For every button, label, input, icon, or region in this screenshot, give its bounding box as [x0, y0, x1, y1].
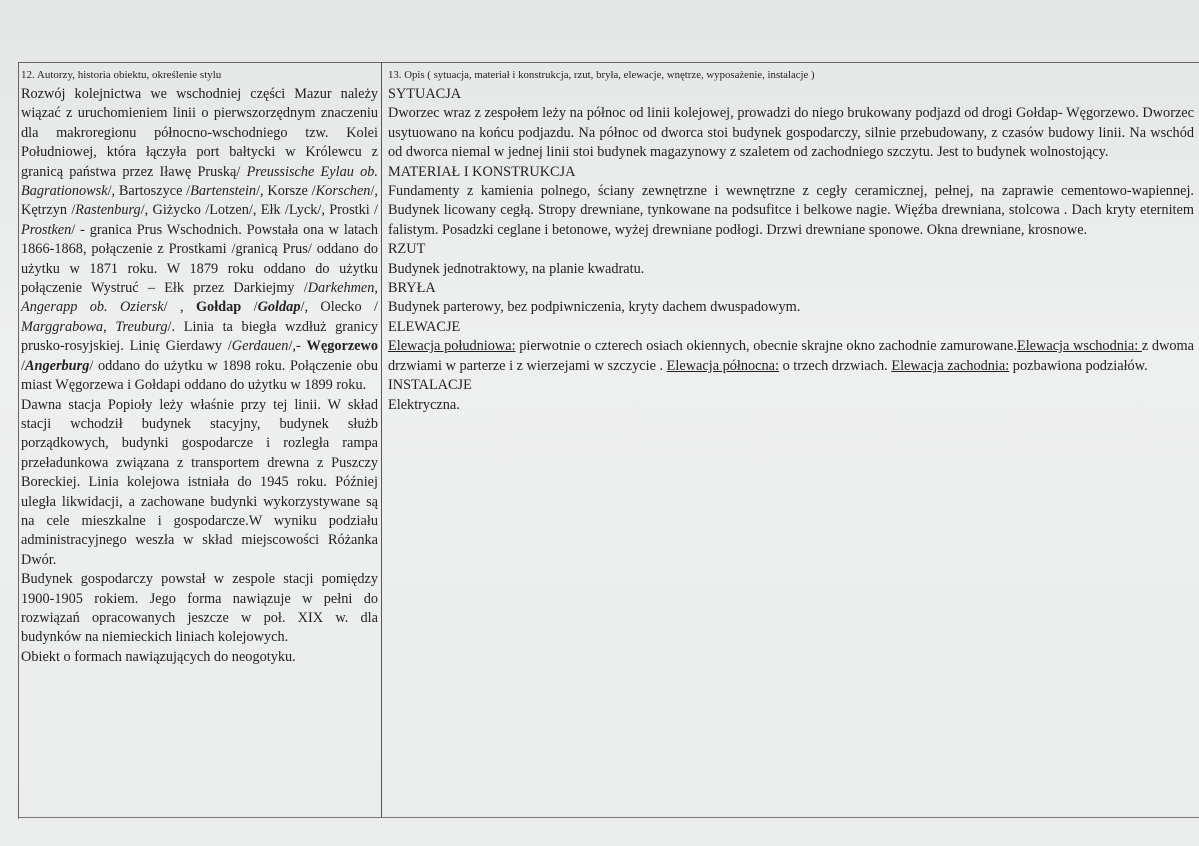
elevation-east-label: Elewacja wschodnia:: [1016, 338, 1142, 355]
section-title-sytuacja: SYTUACJA: [388, 86, 462, 102]
section-text-elewacje: Elewacja południowa: pierwotnie o czterech osiach okiennych, obecnie skrajne okno zachodnie zamurowane.Elewacja wschodnia: z dwoma drzwiami w parterze i z wierzejami w szczycie . Elewacja północna: o trzech drzwiach. Elewacja zachodnia: pozbawiona podziałów.: [388, 338, 1195, 374]
section-text-bryla: Budynek parterowy, bez podpiwniczenia, kryty dachem dwuspadowym.: [388, 299, 801, 316]
history-column: [21, 67, 378, 667]
elevation-west-label: Elewacja zachodnia:: [891, 357, 1010, 374]
section-text-instalacje: Elektryczna.: [388, 396, 460, 413]
section-text-material: Fundamenty z kamienia polnego, ściany zewnętrzne i wewnętrzne z cegły ceramicznej, pełnej, na zaprawie cementowo-wapiennej. Budynek licowany cegłą. Stropy drewniane, tynkowane na podsufitce i belkowe nagie. Więźba drewniana, stolcowa . Dach kryty eternitem falistym. Posadzki ceglane i betonowe, wyżej drewniane podłogi. Drzwi drewniane sponowe. Okna drewniane, krosnowe.: [388, 183, 1194, 238]
elevation-north-label: Elewacja północna:: [666, 357, 779, 374]
history-paragraph-3: Budynek gospodarczy powstał w zespole stacji pomiędzy 1900-1905 rokiem. Jego forma nawiązuje w pełni do rozwiązań opracowanych jeszcze w poł. XIX w. dla budynków na niemieckich liniach kolejowych.: [21, 571, 378, 646]
column-divider: [381, 62, 382, 818]
bottom-border: [18, 817, 1199, 818]
elevation-south-label: Elewacja południowa:: [388, 338, 516, 355]
history-paragraph-2: Dawna stacja Popioły leży właśnie przy tej linii. W skład stacji wchodził budynek stacyjny, budynek służb porządkowych, budynki gospodarcze i rozległa rampa przeładunkowa związana z transportem drewna z Puszczy Boreckiej. Linia kolejowa istniała do 1945 roku. Później uległa likwidacji, a zachowane budynki wykorzystywane są na cele mieszkalne i gospodarcze.W wyniku podziału administracyjnego weszła w skład miejscowości Różanka Dwór.: [21, 396, 378, 568]
section-title-elewacje: ELEWACJE: [388, 318, 461, 335]
history-paragraph-4: Obiekt o formach nawiązujących do neogotyku.: [21, 648, 296, 665]
history-header: 12. Autorzy, historia obiektu, określenie stylu: [21, 69, 222, 81]
description-column: [388, 67, 1194, 415]
history-paragraph-1: Rozwój kolejnictwa we wschodniej części Mazur należy wiązać z uruchomieniem linii o pierwszorzędnym znaczeniu dla makroregionu północno-wschodniego tzw. Kolei Południowej, która łączyła port bałtycki w Królewcu z granicą państwa przez Iławę Pruską/ Preussische Eylau ob. Bagrationowsk/, Bartoszyce /Bartenstein/, Korsze /Korschen/, Kętrzyn /Rastenburg/, Giżycko /Lotzen/, Ełk /Lyck/, Prostki / Prostken/ - granica Prus Wschodnich. Powstała ona w latach 1866-1868, połączenie z Prostkami /granicą Prus/ oddano do użytku w 1871 roku. W 1879 roku oddano do użytku połączenie Wystruć – Ełk przez Darkiejmy /Darkehmen, Angerapp ob. Oziersk/ , Gołdap /Goldap/, Olecko / Marggrabowa, Treuburg/. Linia ta biegła wzdłuż granicy prusko-rosyjskiej. Linię Gierdawy /Gerdauen/,- Węgorzewo /Angerburg/ oddano do użytku w 1898 roku. Połączenie obu miast Węgorzewa i Gołdapi oddano do użytku w 1899 roku.: [21, 86, 379, 394]
section-text-sytuacja: Dworzec wraz z zespołem leży na północ od linii kolejowej, prowadzi do niego brukowany podjazd od drogi Gołdap- Węgorzewo. Dworzec usytuowano na końcu podjazdu. Na północ od dworca stoi budynek gospodarczy, silnie przebudowany, z czasów budowy linii. Na wschód od dworca niemal w jednej linii stoi budynek magazynowy z szaletem od zachodniego szczytu. Jest to budynek wolnostojący.: [388, 105, 1194, 161]
description-header: 13. Opis ( sytuacja, materiał i konstrukcja, rzut, bryła, elewacje, wnętrze, wyposażenie, instalacje ): [388, 69, 815, 81]
section-title-bryla: BRYŁA: [388, 280, 436, 297]
section-title-rzut: RZUT: [388, 241, 426, 258]
section-text-rzut: Budynek jednotraktowy, na planie kwadratu.: [388, 260, 645, 277]
section-title-material: MATERIAŁ I KONSTRUKCJA: [388, 163, 576, 180]
section-title-instalacje: INSTALACJE: [388, 377, 472, 394]
